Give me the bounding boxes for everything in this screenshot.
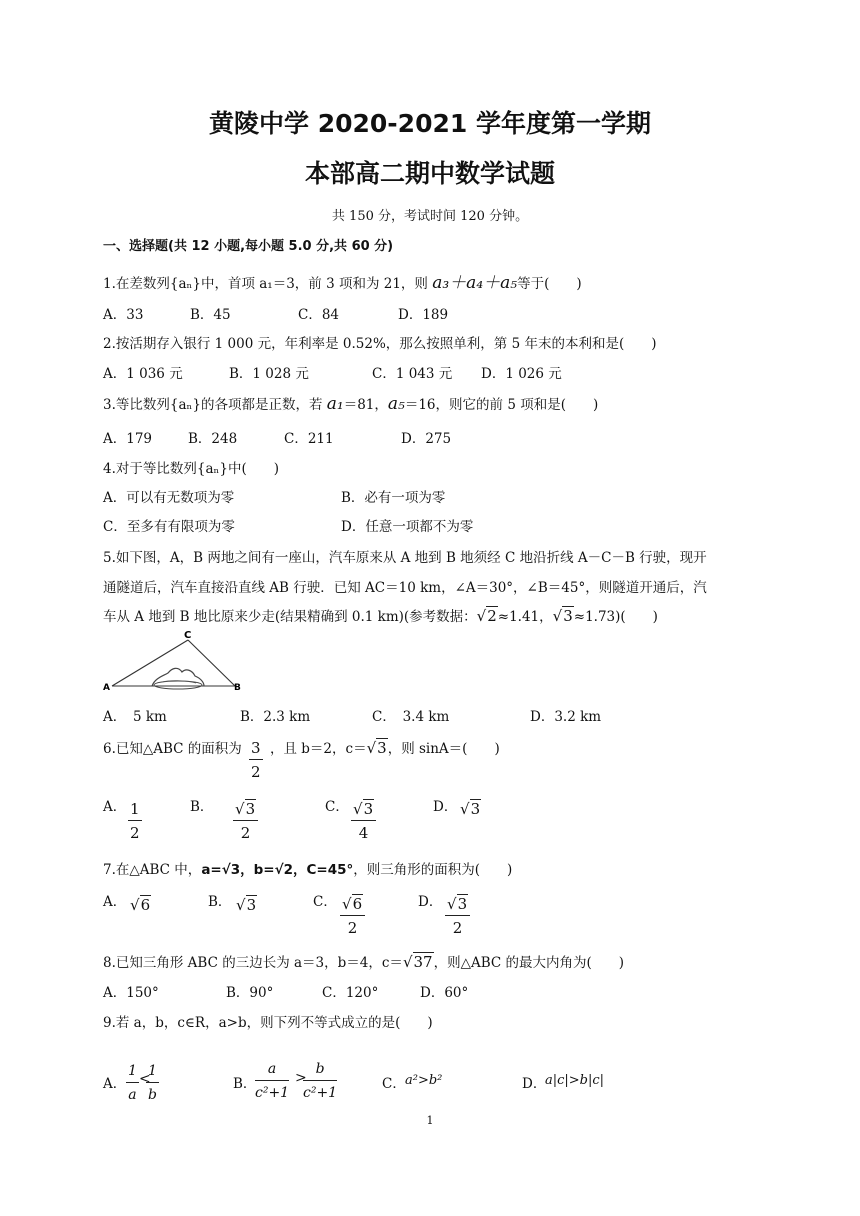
question-2: 2.按活期存入银行 1 000 元，年利率是 0.52%，那么按照单利，第 5 年末的本利和是( )	[103, 336, 657, 352]
q1-stem-b: 等于( )	[517, 276, 582, 292]
question-4: 4.对于等比数列{aₙ}中( )	[103, 461, 279, 477]
q7-option-d-value	[445, 895, 470, 937]
q6-area-fraction	[249, 739, 263, 781]
q6b-num: √3	[235, 800, 256, 818]
q7c-radicand: 6	[352, 895, 363, 913]
q1-expression: a₃＋a₄＋a₅	[432, 273, 518, 293]
q3-option-d: D．275	[401, 431, 452, 447]
mountain-tunnel-figure	[100, 628, 250, 694]
q5-option-a: A． 5 km	[103, 709, 167, 725]
section-heading: 一、选择题(共 12 小题,每小题 5.0 分,共 60 分)	[103, 239, 394, 254]
q7-stem-a: 7.在△ABC 中，	[103, 862, 202, 878]
q7-option-b-value: √3	[236, 896, 257, 914]
q9a-n2: 1	[148, 1063, 157, 1079]
q4-option-c: C．至多有有限项为零	[103, 519, 235, 535]
q9-option-c-label: C．	[382, 1076, 406, 1092]
sqrt3: √3	[552, 607, 573, 625]
q6-option-a-label: A．	[103, 799, 127, 815]
q7d-num: √3	[447, 895, 468, 913]
q2-option-d: D．1 026 元	[481, 366, 562, 382]
q7-option-a-value: √6	[130, 896, 151, 914]
q9a-rel: <	[139, 1071, 151, 1087]
q6a-den: 2	[128, 820, 142, 842]
q5-option-b: B．2.3 km	[240, 709, 311, 725]
q4-option-a: A．可以有无数项为零	[103, 490, 235, 506]
q6-frac-num: 3	[251, 739, 261, 757]
q6-stem-c: ，则 sinA＝( )	[387, 741, 500, 757]
q3-stem-b: ＝16，则它的前 5 项和是( )	[404, 397, 599, 413]
q1-option-c: C．84	[298, 307, 340, 323]
q1-option-d: D．189	[398, 307, 449, 323]
q7c-num: √6	[342, 895, 363, 913]
sqrt2-radicand: 2	[487, 607, 497, 625]
q6-option-c-value	[351, 800, 376, 842]
q8-c-radicand: 37	[413, 953, 433, 971]
q5-line3-end: ≈1.73)( )	[573, 609, 658, 625]
q6-stem-a: 6.已知△ABC 的面积为	[103, 741, 242, 757]
q6-c-radicand: 3	[377, 739, 387, 757]
q9b-frac1	[255, 1060, 289, 1102]
q7d-radicand: 3	[457, 895, 468, 913]
q9-option-c-value: a²>b²	[405, 1073, 443, 1088]
q6-option-b-label: B．	[190, 799, 214, 815]
q6-frac-den: 2	[249, 759, 263, 781]
q9b-frac2	[303, 1060, 337, 1102]
q7-condition: a=√3，b=√2，C=45°	[201, 862, 354, 878]
q9-option-b-label: B．	[233, 1076, 257, 1092]
question-5-line2: 通隧道后，汽车直接沿直线 AB 行驶．已知 AC＝10 km，∠A＝30°，∠B＝45°，则隧道开通后，汽	[103, 580, 707, 596]
exam-title-line1: 黄陵中学 2020-2021 学年度第一学期	[209, 109, 651, 138]
q6-option-c-label: C．	[325, 799, 349, 815]
q8-stem-b: ，则△ABC 的最大内角为( )	[433, 955, 625, 971]
q7-option-c-label: C．	[313, 894, 337, 910]
question-7	[103, 858, 512, 878]
q6-option-b-value	[233, 800, 258, 842]
q6-c-sqrt: √3	[366, 739, 387, 757]
q3-stem-a: 3.等比数列{aₙ}的各项都是正数，若	[103, 397, 327, 413]
q6c-den: 4	[351, 820, 376, 842]
q9a-d2: b	[146, 1082, 159, 1104]
q9-option-d-label: D．	[522, 1076, 547, 1092]
q5-option-c: C． 3.4 km	[372, 709, 450, 725]
sqrt3-radicand: 3	[563, 607, 573, 625]
q6-stem-b	[270, 737, 500, 757]
question-8	[103, 951, 624, 971]
figure-label-a: A	[103, 683, 110, 693]
q3-option-b: B．248	[188, 431, 238, 447]
q2-option-c: C．1 043 元	[372, 366, 453, 382]
q1-option-b: B．45	[190, 307, 231, 323]
q2-option-a: A．1 036 元	[103, 366, 183, 382]
question-3	[103, 393, 598, 414]
q6d-radicand: 3	[470, 800, 481, 818]
q8-stem-a: 8.已知三角形 ABC 的三边长为 a＝3，b＝4，c＝	[103, 955, 403, 971]
q5-option-d: D．3.2 km	[530, 709, 602, 725]
q4-option-b: B．必有一项为零	[341, 490, 446, 506]
q7-option-b-label: B．	[208, 894, 232, 910]
q7c-den: 2	[340, 915, 365, 937]
q3-mid: ＝81，	[343, 397, 388, 413]
q8-option-a: A．150°	[103, 985, 159, 1001]
q9-option-a-label: A．	[103, 1076, 127, 1092]
q4-option-d: D．任意一项都不为零	[341, 519, 474, 535]
q6-option-a-value	[128, 800, 142, 842]
q6c-radicand: 3	[363, 800, 374, 818]
figure-label-c: C	[184, 630, 192, 641]
q6-stem-b-text: ，且 b＝2，c＝	[270, 741, 367, 757]
q5-line3-text: 车从 A 地到 B 地比原来少走(结果精确到 0.1 km)(参考数据：	[103, 609, 477, 625]
q6c-num: √3	[353, 800, 374, 818]
q8-option-d: D．60°	[420, 985, 469, 1001]
q7-option-a-label: A．	[103, 894, 127, 910]
q3-a1: a₁	[326, 394, 344, 414]
q3-a5: a₅	[387, 394, 405, 414]
q3-option-a: A．179	[103, 431, 153, 447]
q9b-d2: c²+1	[303, 1080, 337, 1102]
q6b-radicand: 3	[245, 800, 256, 818]
question-5-line1: 5.如下图，A，B 两地之间有一座山，汽车原来从 A 地到 B 地须经 C 地沿折线 A－C－B 行驶，现开	[103, 550, 707, 566]
q9b-n2: b	[315, 1061, 325, 1077]
q7d-den: 2	[445, 915, 470, 937]
q9b-d1: c²+1	[255, 1080, 289, 1102]
q6-option-d-label: D．	[433, 799, 458, 815]
q6-option-d-value: √3	[460, 800, 481, 818]
page-number: 1	[426, 1114, 434, 1127]
q7-stem-b: ，则三角形的面积为( )	[353, 862, 513, 878]
q8-option-c: C．120°	[322, 985, 379, 1001]
sqrt2: √2	[476, 607, 497, 625]
q9a-n1: 1	[128, 1063, 137, 1079]
exam-info: 共 150 分，考试时间 120 分钟。	[331, 209, 529, 224]
exam-title-line2: 本部高二期中数学试题	[304, 159, 555, 188]
q7-option-c-value	[340, 895, 365, 937]
q1-option-a: A．33	[103, 307, 144, 323]
figure-label-b: B	[234, 683, 241, 693]
q9a-frac1	[126, 1062, 139, 1104]
q3-option-c: C．211	[284, 431, 334, 447]
q2-option-b: B．1 028 元	[229, 366, 309, 382]
q8-option-b: B．90°	[226, 985, 274, 1001]
q7-option-d-label: D．	[418, 894, 443, 910]
q9b-rel: >	[295, 1070, 307, 1086]
question-5-line3	[103, 605, 658, 625]
q6a-num: 1	[130, 800, 140, 818]
question-1	[103, 268, 582, 293]
q9a-d1: a	[126, 1082, 139, 1104]
q6b-den: 2	[233, 820, 258, 842]
q9-option-d-value: a|c|>b|c|	[545, 1073, 605, 1088]
q8-c-sqrt: √37	[402, 953, 433, 971]
question-9: 9.若 a，b，c∈R，a>b，则下列不等式成立的是( )	[103, 1015, 433, 1031]
q9a-frac2	[146, 1062, 159, 1104]
q7b-radicand: 3	[246, 896, 257, 914]
q1-stem-a: 1.在差数列{aₙ}中，首项 a₁＝3，前 3 项和为 21，则	[103, 276, 433, 292]
q5-approx1: ≈1.41，	[497, 609, 553, 625]
q9b-n1: a	[267, 1061, 277, 1077]
q7a-radicand: 6	[140, 896, 151, 914]
